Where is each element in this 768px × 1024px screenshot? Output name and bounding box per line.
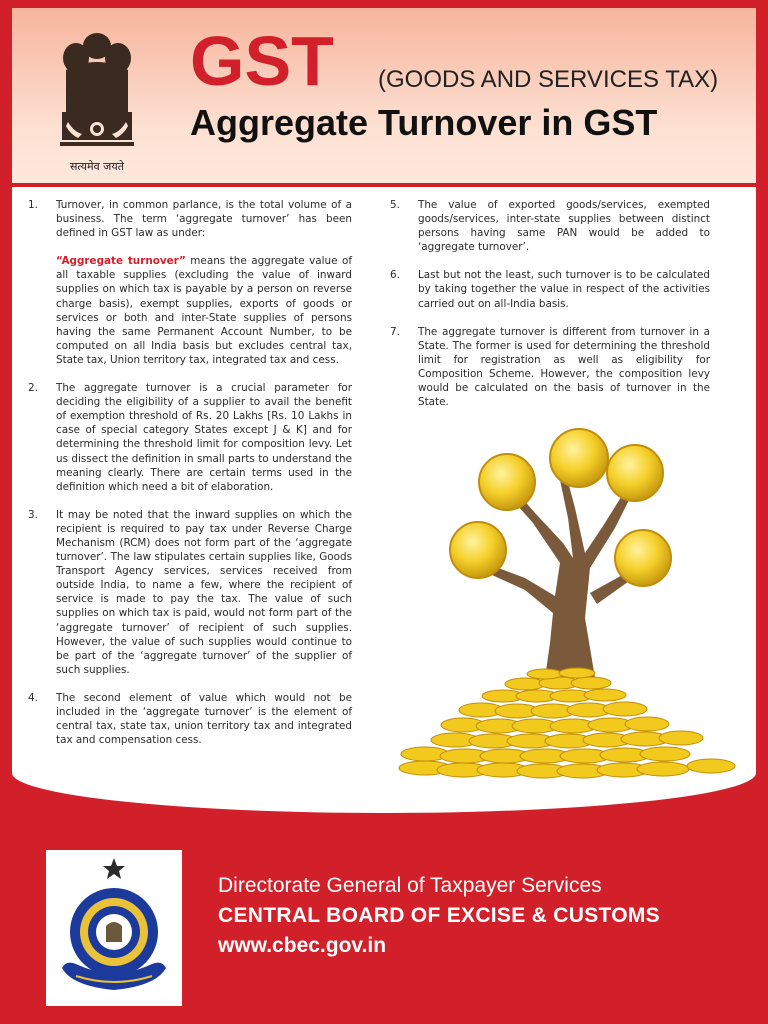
item-number: 3. — [28, 508, 38, 521]
item-text: It may be noted that the inward supplies on which the recipient is required to pay tax under Reverse Charge Mechanism (RCM) does not form part of the ‘aggregate turnover’. The law stipulates certain supplies like, Goods Transport Agency services, services received from outside India, to name a few, where the recipient of service is made to pay the tax. The value of such supplies on which tax is paid, would not form part of the ‘aggregate turnover’ of recipient of such supplies. However, the value of such supplies would continue to be part of the ‘aggregate turnover’ of the supplier of such supplies. — [56, 508, 352, 676]
item-text: The second element of value which would not be included in the ‘aggregate turnover’ is the element of central tax, state tax, union territory tax and integrated tax and compensation cess. — [56, 691, 352, 747]
page-title: Aggregate Turnover in GST — [190, 102, 658, 143]
list-item — [28, 691, 352, 747]
gst-heading: GST — [190, 22, 334, 100]
item-text: The value of exported goods/services, exempted goods/services, inter-state supplies between distinct persons having same PAN would be added to ‘aggregate turnover’. — [418, 199, 710, 254]
emblem-motto: सत्यमेव जयते — [69, 160, 125, 173]
list-item — [390, 268, 710, 310]
left-column — [28, 198, 352, 761]
footer-board-name: CENTRAL BOARD OF EXCISE & CUSTOMS — [218, 904, 660, 927]
item-text: Turnover, in common parlance, is the total volume of a business. The term ‘aggregate turnover’ has been defined in GST law as under: — [56, 199, 352, 240]
item-number: 1. — [28, 199, 38, 211]
item-text: The aggregate turnover is different from turnover in a State. The former is used for determining the threshold limit for registration as well as eligibility for Composition Scheme. However, the composition levy would be calculated on the basis of turnover in the State. — [418, 325, 710, 409]
footer-website-link[interactable]: www.cbec.gov.in — [218, 934, 387, 957]
item-number: 7. — [390, 325, 400, 338]
list-item — [28, 508, 352, 677]
header-banner — [12, 8, 756, 187]
list-item — [390, 325, 710, 410]
definition-paragraph — [56, 254, 352, 367]
national-emblem-icon — [52, 24, 142, 174]
list-item — [28, 198, 352, 367]
money-tree-illustration — [385, 418, 745, 783]
list-item — [390, 198, 710, 254]
item-number: 4. — [28, 691, 38, 704]
gst-subtitle: (GOODS AND SERVICES TAX) — [378, 66, 719, 93]
definition-text: means the aggregate value of all taxable supplies (excluding the value of inward supplies on which tax is payable by a person on reverse charge basis), exempt supplies, exports of goods or services or both and inter-State supplies of persons having the same Permanent Account Number, to be computed on all India basis but excludes central tax, State tax, Union territory tax, integrated tax and cess. — [56, 255, 352, 366]
coin-pile-icon — [399, 668, 735, 778]
footer-directorate: Directorate General of Taxpayer Services — [218, 874, 602, 897]
right-column — [390, 198, 710, 423]
item-text: The aggregate turnover is a crucial parameter for deciding the eligibility of a supplier to avail the benefit of exemption threshold of Rs. 20 Lakhs [Rs. 10 Lakhs in case of special category States except J & K] and for determining the threshold limit for composition levy. Let us dissect the definition in small parts to understand the meaning clearly. There are certain terms used in the definition which need a bit of elaboration. — [56, 382, 352, 493]
item-number: 6. — [390, 269, 400, 282]
item-number: 5. — [390, 199, 400, 211]
item-number: 2. — [28, 382, 38, 395]
item-text: Last but not the least, such turnover is to be calculated by taking together the value in respect of the activities carried out on all-India basis. — [418, 269, 710, 310]
defined-term: “Aggregate turnover” — [56, 255, 186, 268]
cbec-logo-icon — [46, 850, 182, 1006]
list-item — [28, 381, 352, 494]
